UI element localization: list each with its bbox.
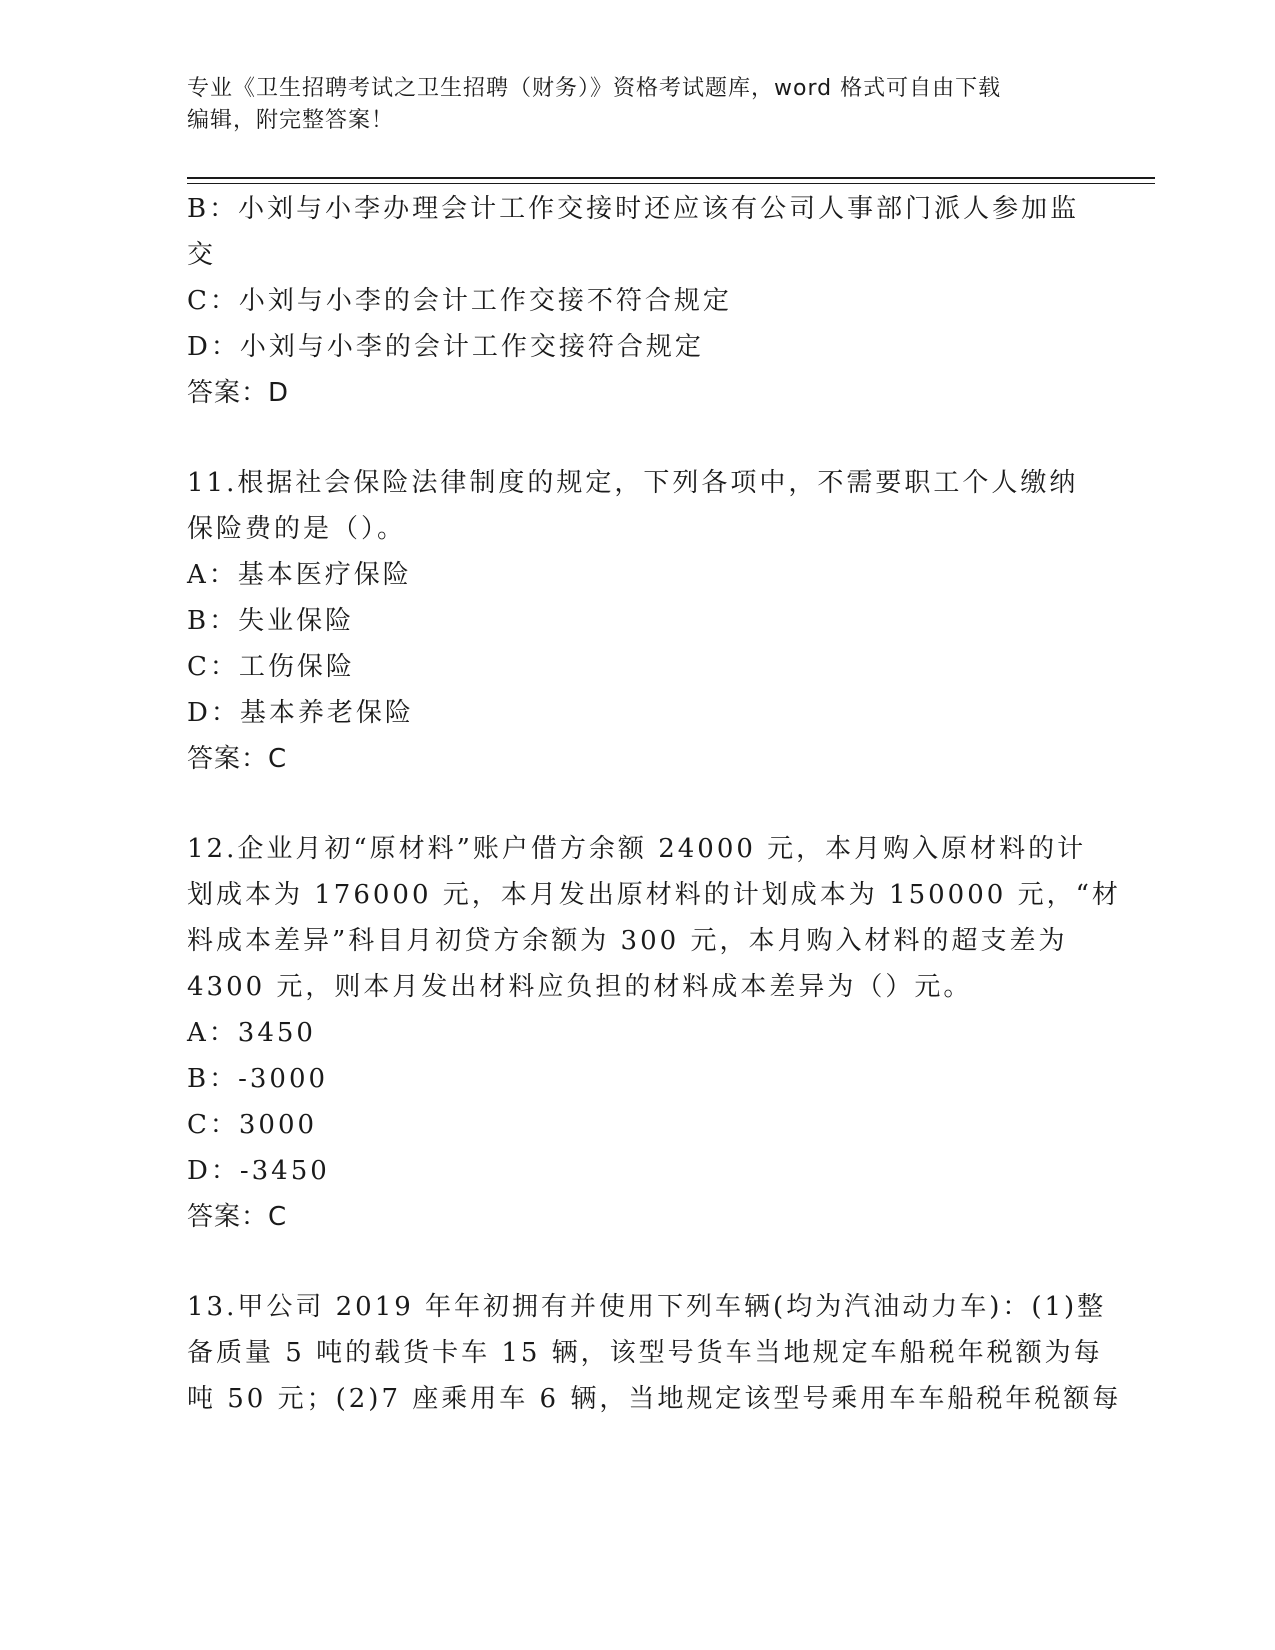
question-stem-line-2: 划成本为 176000 元，本月发出原材料的计划成本为 150000 元，“材	[187, 880, 1121, 910]
question-10-tail	[187, 186, 1080, 416]
option-a: A：基本医疗保险	[187, 560, 412, 590]
option-d: D：基本养老保险	[187, 698, 414, 728]
option-b-line-1: B：小刘与小李办理会计工作交接时还应该有公司人事部门派人参加监	[187, 194, 1080, 224]
answer: 答案：C	[187, 1202, 288, 1232]
document-body	[187, 186, 1122, 1422]
document-header	[187, 73, 1087, 137]
question-stem-line-4: 4300 元，则本月发出材料应负担的材料成本差异为（）元。	[187, 972, 973, 1002]
header-line-1: 专业《卫生招聘考试之卫生招聘（财务）》资格考试题库，word 格式可自由下载	[187, 76, 1002, 101]
question-stem-line-3: 料成本差异”科目月初贷方余额为 300 元，本月购入材料的超支差为	[187, 926, 1068, 956]
option-b-line-2: 交	[187, 240, 217, 270]
header-rule-thick	[187, 177, 1155, 179]
question-stem-line-1: 12.企业月初“原材料”账户借方余额 24000 元，本月购入原材料的计	[187, 834, 1087, 864]
option-c: C：3000	[187, 1110, 318, 1140]
question-stem-line-1: 13.甲公司 2019 年年初拥有并使用下列车辆(均为汽油动力车)：(1)整	[187, 1292, 1107, 1322]
header-rule-thin	[187, 183, 1155, 184]
option-b: B：失业保险	[187, 606, 355, 636]
question-13	[187, 1284, 1122, 1422]
answer: 答案：D	[187, 378, 290, 408]
question-12	[187, 826, 1121, 1240]
answer: 答案：C	[187, 744, 288, 774]
header-line-2: 编辑，附完整答案！	[187, 108, 395, 133]
question-stem-line-3: 吨 50 元；(2)7 座乘用车 6 辆，当地规定该型号乘用车车船税年税额每	[187, 1384, 1122, 1414]
question-stem-line-1: 11.根据社会保险法律制度的规定，下列各项中，不需要职工个人缴纳	[187, 468, 1079, 498]
option-b: B：-3000	[187, 1064, 329, 1094]
option-c: C：工伤保险	[187, 652, 355, 682]
question-stem-line-2: 备质量 5 吨的载货卡车 15 辆，该型号货车当地规定车船税年税额为每	[187, 1338, 1103, 1368]
option-a: A：3450	[187, 1018, 316, 1048]
option-c: C：小刘与小李的会计工作交接不符合规定	[187, 286, 732, 316]
question-11	[187, 460, 1079, 782]
option-d: D：小刘与小李的会计工作交接符合规定	[187, 332, 704, 362]
option-d: D：-3450	[187, 1156, 330, 1186]
question-stem-line-2: 保险费的是（）。	[187, 514, 407, 544]
